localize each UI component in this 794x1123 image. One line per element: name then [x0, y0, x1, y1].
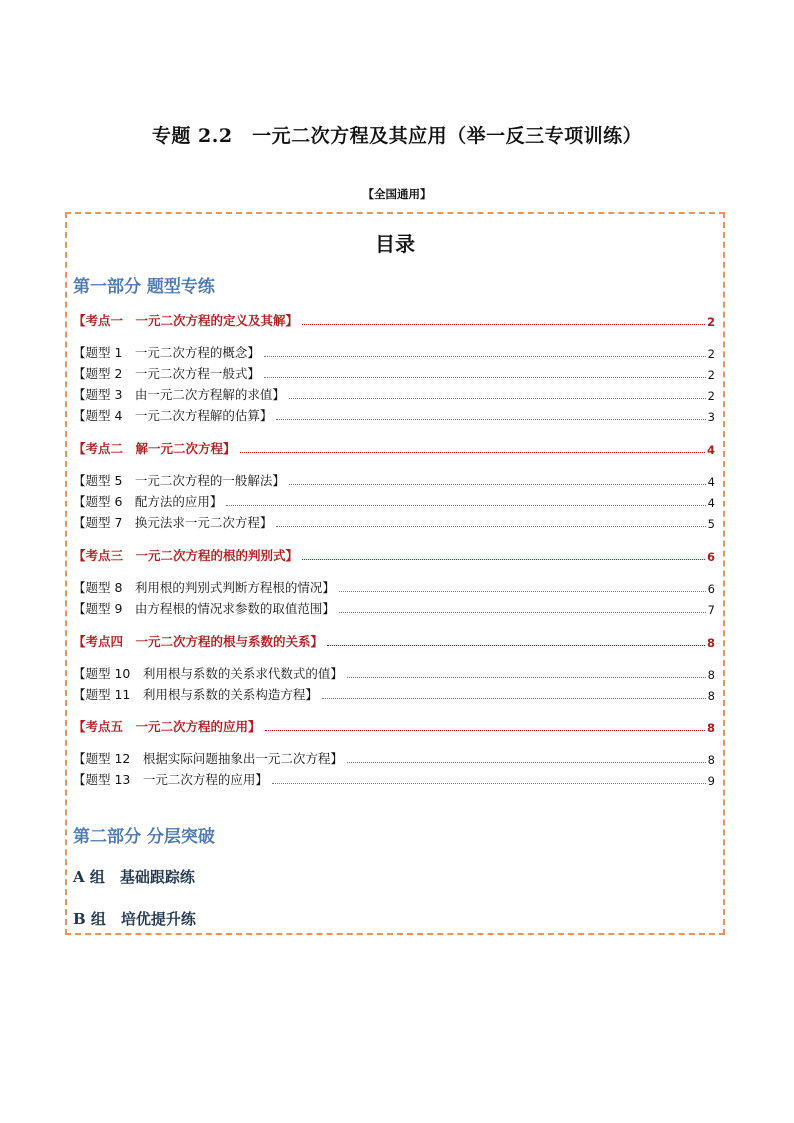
toc-entry-label: 【考点三 一元二次方程的根的判别式】 [73, 548, 299, 563]
toc-entry-label: 【题型 12 根据实际问题抽象出一元二次方程】 [73, 751, 343, 766]
toc-part-2[interactable]: 第二部分 分层突破 [73, 827, 215, 847]
toc-topic-entry[interactable] [73, 664, 715, 682]
toc-entry-page: 2 [706, 315, 715, 329]
toc-dot-leader [265, 730, 705, 731]
toc-heading: 目录 [375, 232, 415, 256]
toc-dot-leader [339, 591, 706, 592]
toc-topic-entry[interactable] [73, 770, 715, 788]
toc-group-a[interactable]: A 组 基础跟踪练 [73, 868, 195, 886]
toc-dot-leader [339, 612, 706, 613]
toc-group-b[interactable]: B 组 培优提升练 [73, 910, 196, 928]
toc-dot-leader [272, 783, 706, 784]
toc-topic-entry[interactable] [73, 406, 715, 424]
toc-entry-label: 【题型 10 利用根与系数的关系求代数式的值】 [73, 666, 343, 681]
toc-dot-leader [347, 677, 706, 678]
toc-topic-entry[interactable] [73, 385, 715, 403]
toc-topic-entry[interactable] [73, 492, 715, 510]
toc-entry-page: 6 [707, 582, 715, 596]
toc-topic-entry[interactable] [73, 364, 715, 382]
document-title: 专题 2.2 一元二次方程及其应用（举一反三专项训练） [151, 125, 643, 147]
toc-entry-label: 【题型 13 一元二次方程的应用】 [73, 772, 268, 787]
toc-dot-leader [276, 419, 705, 420]
toc-entry-page: 4 [706, 443, 715, 457]
toc-dot-leader [327, 645, 705, 646]
toc-entry-label: 【题型 3 由一元二次方程解的求值】 [73, 387, 285, 402]
toc-part-1[interactable]: 第一部分 题型专练 [73, 277, 215, 297]
toc-entry-page: 8 [707, 753, 715, 767]
toc-dot-leader [347, 762, 706, 763]
toc-dot-leader [264, 356, 706, 357]
toc-entry-label: 【题型 8 利用根的判别式判断方程根的情况】 [73, 580, 335, 595]
toc-section-entry[interactable] [73, 632, 715, 650]
toc-entry-label: 【题型 7 换元法求一元二次方程】 [73, 515, 273, 530]
toc-entry-page: 5 [707, 517, 715, 531]
toc-topic-entry[interactable] [73, 343, 715, 361]
toc-entry-page: 4 [707, 475, 715, 489]
toc-entry-page: 3 [707, 410, 715, 424]
toc-topic-entry[interactable] [73, 513, 715, 531]
toc-entry-label: 【题型 4 一元二次方程解的估算】 [73, 408, 273, 423]
toc-entry-page: 6 [706, 550, 715, 564]
toc-dot-leader [302, 324, 705, 325]
toc-entry-label: 【题型 9 由方程根的情况求参数的取值范围】 [73, 601, 335, 616]
toc-topic-entry[interactable] [73, 471, 715, 489]
toc-entry-page: 9 [707, 774, 715, 788]
toc-entry-page: 8 [707, 689, 715, 703]
toc-dot-leader [289, 484, 706, 485]
toc-entry-label: 【题型 11 利用根与系数的关系构造方程】 [73, 687, 318, 702]
toc-entry-page: 2 [707, 368, 715, 382]
table-of-contents [65, 212, 725, 935]
toc-entry-label: 【题型 2 一元二次方程一般式】 [73, 366, 260, 381]
toc-entry-page: 2 [707, 347, 715, 361]
toc-dot-leader [302, 559, 705, 560]
toc-entry-page: 8 [707, 668, 715, 682]
toc-dot-leader [226, 505, 705, 506]
toc-dot-leader [289, 398, 706, 399]
toc-entry-page: 8 [706, 721, 715, 735]
toc-entry-label: 【考点一 一元二次方程的定义及其解】 [73, 313, 299, 328]
toc-entry-label: 【题型 5 一元二次方程的一般解法】 [73, 473, 285, 488]
toc-entry-label: 【考点五 一元二次方程的应用】 [73, 719, 261, 734]
toc-entry-label: 【考点二 解一元二次方程】 [73, 441, 236, 456]
toc-entry-label: 【考点四 一元二次方程的根与系数的关系】 [73, 634, 324, 649]
document-subtitle: 【全国通用】 [362, 187, 432, 201]
toc-section-entry[interactable] [73, 311, 715, 329]
toc-entry-page: 2 [707, 389, 715, 403]
toc-topic-entry[interactable] [73, 599, 715, 617]
toc-entry-page: 7 [707, 603, 715, 617]
toc-entry-label: 【题型 6 配方法的应用】 [73, 494, 223, 509]
toc-dot-leader [276, 526, 705, 527]
toc-dot-leader [264, 377, 706, 378]
toc-topic-entry[interactable] [73, 578, 715, 596]
toc-section-entry[interactable] [73, 717, 715, 735]
toc-section-entry[interactable] [73, 546, 715, 564]
toc-dot-leader [240, 452, 705, 453]
toc-entry-label: 【题型 1 一元二次方程的概念】 [73, 345, 260, 360]
toc-dot-leader [322, 698, 706, 699]
toc-entry-page: 4 [707, 496, 715, 510]
toc-topic-entry[interactable] [73, 749, 715, 767]
toc-topic-entry[interactable] [73, 685, 715, 703]
toc-section-entry[interactable] [73, 439, 715, 457]
toc-entry-page: 8 [706, 636, 715, 650]
